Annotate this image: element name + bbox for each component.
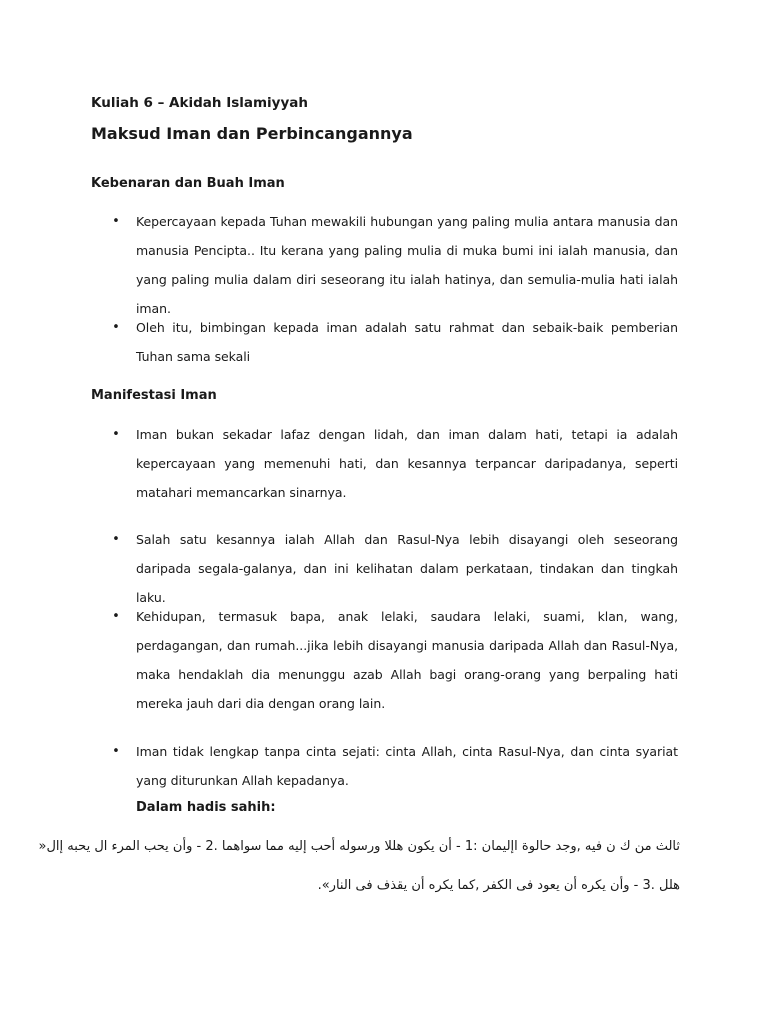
bullet-icon: •	[112, 609, 120, 624]
list-item: Kepercayaan kepada Tuhan mewakili hubungan yang paling mulia antara manusia dan manusia Pencipta.. Itu kerana yang paling mulia di muka bumi ini ialah manusia, dan yang paling mulia dalam diri seseorang itu ialah hatinya, dan semulia-mulia hati ialah iman.	[136, 214, 678, 316]
section-heading-kebenaran: Kebenaran dan Buah Iman	[91, 176, 285, 191]
hadith-label: Dalam hadis sahih:	[136, 800, 276, 815]
course-label: Kuliah 6 – Akidah Islamiyyah	[91, 95, 309, 111]
bullet-icon: •	[112, 744, 120, 759]
list-item: Salah satu kesannya ialah Allah dan Rasul-Nya lebih disayangi oleh seseorang daripada segala-galanya, dan ini kelihatan dalam perkataan, tindakan dan tingkah laku.	[136, 532, 678, 605]
bullet-icon: •	[112, 320, 120, 335]
bullet-icon: •	[112, 532, 120, 547]
list-item: Iman tidak lengkap tanpa cinta sejati: cinta Allah, cinta Rasul-Nya, dan cinta syariat yang diturunkan Allah kepadanya.	[136, 744, 678, 788]
bullet-icon: •	[112, 427, 120, 442]
arabic-hadith-line-2: هلل .3 - وأن يكره أن يعود فى الكفر ,كما يكره أن يقذف فى النار».	[317, 878, 680, 893]
list-item: Iman bukan sekadar lafaz dengan lidah, dan iman dalam hati, tetapi ia adalah kepercayaan yang memenuhi hati, dan kesannya terpancar daripadanya, seperti matahari memancarkan sinarnya.	[136, 427, 678, 500]
list-item: Oleh itu, bimbingan kepada iman adalah satu rahmat dan sebaik-baik pemberian Tuhan sama sekali	[136, 320, 678, 364]
arabic-hadith-line-1: ثالث من ك ن فيه ,وجد حالوة اإليمان :1 - أن يكون هللا ورسوله أحب إليه مما سواهما .2 - وأن يحب المرء ال يحبه إال«	[38, 839, 680, 854]
bullet-icon: •	[112, 214, 120, 229]
section-heading-manifestasi: Manifestasi Iman	[91, 388, 217, 403]
list-item: Kehidupan, termasuk bapa, anak lelaki, saudara lelaki, suami, klan, wang, perdagangan, dan rumah...jika lebih disayangi manusia daripada Allah dan Rasul-Nya, maka hendaklah dia menunggu azab Allah bagi orang-orang yang berpaling hati mereka jauh dari dia dengan orang lain.	[136, 609, 678, 711]
page-title: Maksud Iman dan Perbincangannya	[91, 124, 413, 143]
